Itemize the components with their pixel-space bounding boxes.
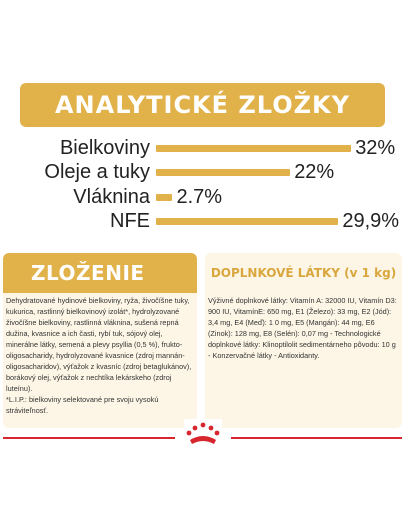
nutrient-value: 2.7% xyxy=(176,186,223,208)
nutrient-bar xyxy=(156,169,290,176)
footer-line-left xyxy=(3,437,175,439)
nutrient-bar xyxy=(156,218,338,225)
analysis-banner xyxy=(20,83,385,127)
composition-text: Dehydratované hydinové bielkoviny, ryža, živočíšne tuky, kukurica, rastlinný bielkovinový izolát*, hydrolyzované živočíšne bielkoviny, rastlinná vláknina, sušená repná dužina, kvasnice a ich časti, rybí tuk, sójový olej, minerálne látky, semená a plevy psyllia (0,5 %), frukto-oligosacharidy, hydrolyzované kvasnice (zdroj mannán-oligosacharidov), výťažok z kvasníc (zdroj betaglukánov), borákový olej, výťažok z nechtíka lekárskeho (zdroj luteínu). *L.I.P.: bielkoviny selektované pre svoju vysokú stráviteľnosť. xyxy=(6,296,192,415)
additives-header xyxy=(205,257,402,289)
nutrient-label: Bielkoviny xyxy=(59,137,150,159)
composition-title: ZLOŽENIE xyxy=(31,261,145,285)
nutrient-value: 32% xyxy=(355,137,396,159)
nutrient-label: Oleje a tuky xyxy=(44,161,150,183)
nutrient-row-protein xyxy=(0,136,405,160)
additives-title: DOPLNKOVÉ LÁTKY (v 1 kg) xyxy=(210,266,397,280)
additives-panel xyxy=(205,253,402,428)
composition-panel xyxy=(3,253,197,428)
nutrient-row-fat xyxy=(0,160,405,184)
nutrient-value: 22% xyxy=(294,161,335,183)
nutrient-label: Vláknina xyxy=(73,186,150,208)
nutrient-bar xyxy=(156,145,351,152)
additives-text: Výživné doplnkové látky: Vitamín A: 32000 IU, Vitamín D3: 900 IU, VitamínE: 650 mg, E1 (Železo): 33 mg, E2 (Jód): 3,4 mg, E4 (Meď): 1 0 mg, E5 (Mangán): 44 mg, E6 (Zinok): 128 mg, E8 (Selén): 0,07 mg - Technologické doplnkové látky: Klinoptilolit sedimentárneho pôvodu: 10 g - Konzervačné látky - Antioxidanty. xyxy=(208,296,397,360)
royal-canin-crown-logo-icon xyxy=(184,419,222,447)
nutrient-row-nfe xyxy=(0,209,405,233)
nutrient-value: 29,9% xyxy=(342,210,400,232)
composition-header xyxy=(3,253,197,293)
footer-line-right xyxy=(231,437,402,439)
nutrient-row-fiber xyxy=(0,185,405,209)
nutrient-bar xyxy=(156,194,172,201)
analysis-title: ANALYTICKÉ ZLOŽKY xyxy=(54,91,351,119)
nutrient-label: NFE xyxy=(110,210,150,232)
